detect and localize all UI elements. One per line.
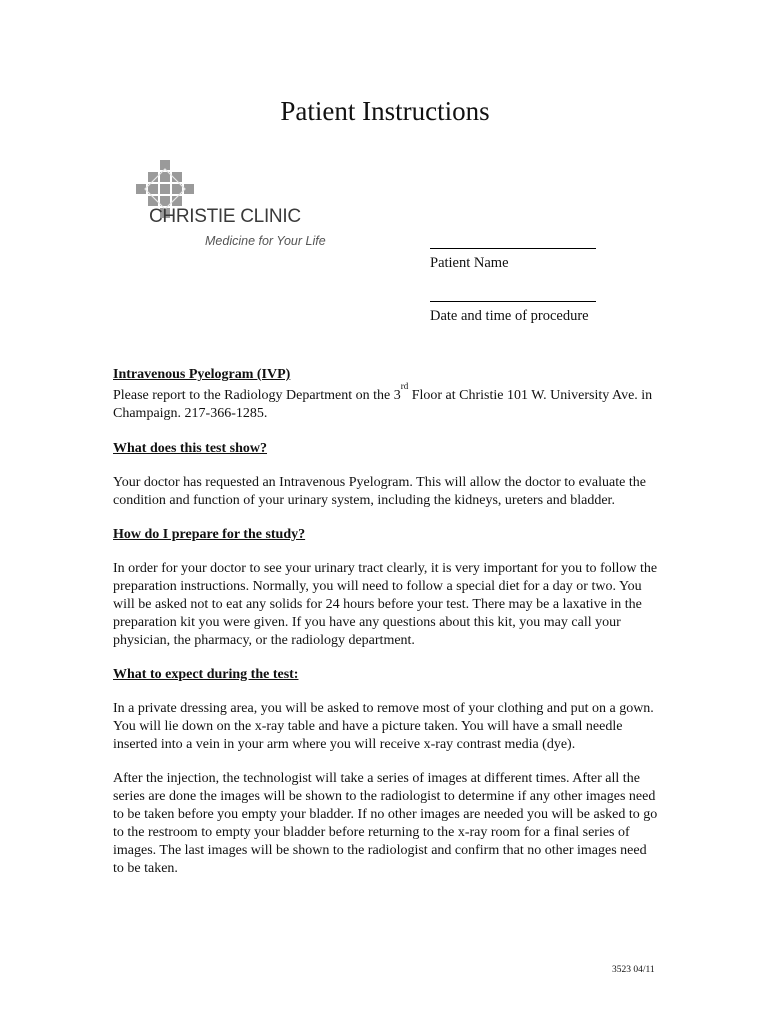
procedure-datetime-line [430,301,596,302]
section-paragraph: After the injection, the technologist will take a series of images at different times. After all the series are done the images will be shown to the radiologist to determine if any other images need to be taken before you empty your bladder. If no other images are needed you will be asked to go to the restroom to empty your bladder before returning to the x-ray room for a final series of images. The last images will be shown to the radiologist and confirm that no other images need to be taken. [113,771,658,876]
logo-tagline: Medicine for Your Life [205,234,326,248]
logo-wordmark: CHRISTIE CLINIC [149,206,301,227]
procedure-datetime-label: Date and time of procedure [430,308,589,324]
section-paragraph: Your doctor has requested an Intravenous Pyelogram. This will allow the doctor to evaluate the condition and function of your urinary system, including the kidneys, ureters and bladder. [113,475,646,508]
section-heading-expect: What to expect during the test: [113,667,299,682]
procedure-datetime-field[interactable] [430,301,598,325]
ordinal-suffix: rd [400,381,409,391]
patient-name-line [430,248,596,249]
section-paragraph: In order for your doctor to see your urinary tract clearly, it is very important for you to follow the preparation instructions. Normally, you will need to follow a special diet for a day or two. You will be asked not to eat any solids for 24 hours before your test. There may be a laxative in the preparation kit you were given. If you have any questions about this kit, you may call your physician, the pharmacy, or the radiology department. [113,561,658,648]
report-location-paragraph [113,381,658,423]
report-text-end: Floor at Christie 101 W. University Ave. in Champaign. 217-366-1285. [113,388,653,421]
patient-name-field[interactable] [430,248,598,272]
report-text-start: Please report to the Radiology Department on the 3 [113,388,401,403]
section-heading-what-test-shows: What does this test show? [113,441,268,456]
section-heading-ivp: Intravenous Pyelogram (IVP) [113,367,291,382]
patient-name-label: Patient Name [430,255,509,271]
page-title: Patient Instructions [280,96,490,126]
instructions-body [113,366,658,878]
section-heading-prepare: How do I prepare for the study? [113,527,306,542]
section-paragraph: In a private dressing area, you will be asked to remove most of your clothing and put on a gown. You will lie down on the x-ray table and have a picture taken. You will have a small needle inserted into a vein in your arm where you will receive x-ray contrast media (dye). [113,701,654,752]
form-code: 3523 04/11 [612,965,655,975]
